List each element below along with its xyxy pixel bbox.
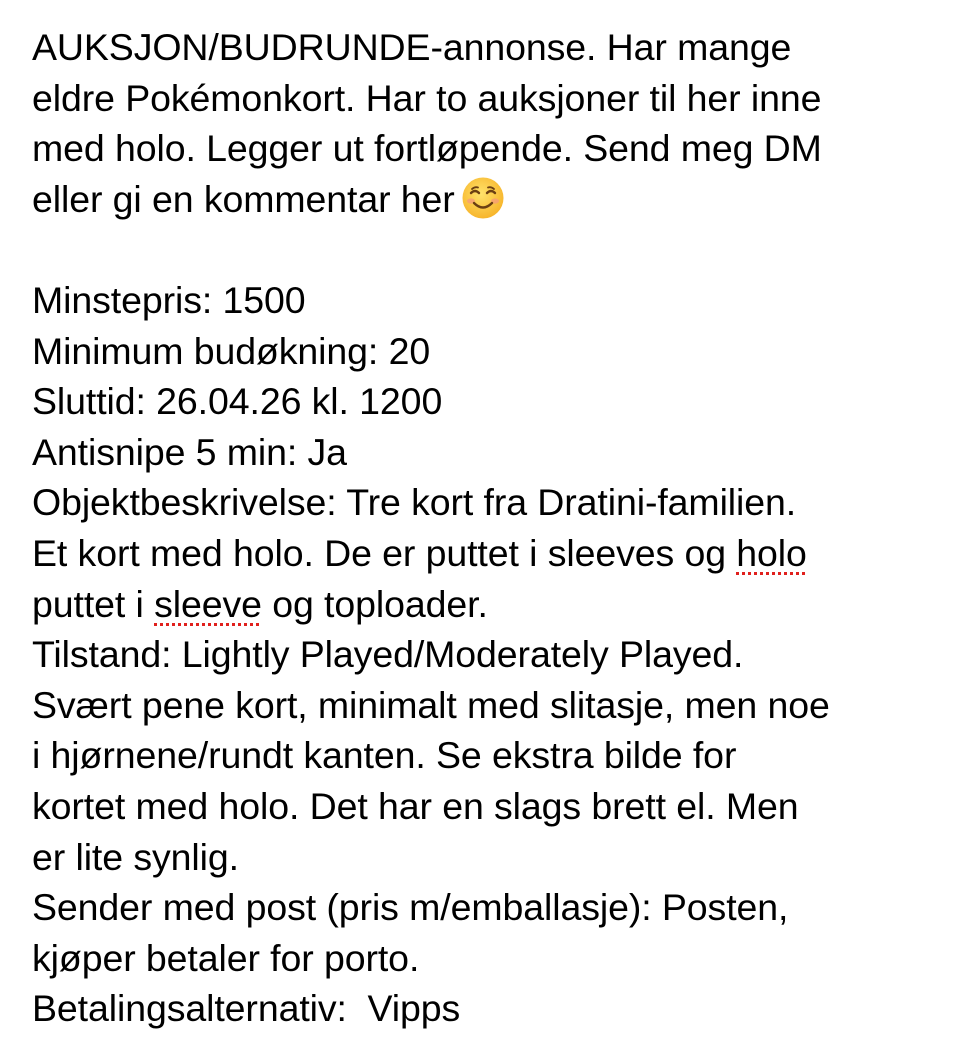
post-text-body[interactable] — [32, 22, 952, 1034]
payment-line: Betalingsalternativ: Vipps — [32, 987, 461, 1030]
intro-line-1: AUKSJON/BUDRUNDE-annonse. Har mange — [32, 26, 792, 68]
condition-line-5: er lite synlig. — [32, 835, 239, 878]
description-line-2-text: Et kort med holo. De er puttet i sleeves og — [32, 531, 737, 574]
spellcheck-word-sleeve[interactable]: sleeve — [154, 582, 262, 625]
blank-line — [32, 224, 952, 275]
shipping-line-1: Sender med post (pris m/emballasje): Posten, — [32, 886, 789, 929]
end-time-line: Sluttid: 26.04.26 kl. 1200 — [32, 380, 443, 423]
intro-line-2: eldre Pokémonkort. Har to auksjoner til her inne — [32, 76, 822, 119]
intro-line-3: med holo. Legger ut fortløpende. Send meg DM — [32, 127, 822, 170]
intro-line-4 — [32, 174, 952, 225]
condition-line-3: i hjørnene/rundt kanten. Se ekstra bilde for — [32, 734, 737, 777]
min-increment-line: Minimum budøkning: 20 — [32, 329, 431, 372]
condition-line-2: Svært pene kort, minimalt med slitasje, men noe — [32, 683, 830, 726]
description-line-2 — [32, 528, 952, 579]
antisnipe-line: Antisnipe 5 min: Ja — [32, 430, 347, 473]
description-line-3-text-end: og toploader. — [261, 582, 488, 625]
intro-line-4-text: eller gi en kommentar her — [32, 177, 455, 220]
condition-line-4: kortet med holo. Det har en slags brett el. Men — [32, 784, 799, 827]
description-line-1: Objektbeskrivelse: Tre kort fra Dratini-familien. — [32, 481, 797, 524]
smiling-face-emoji-icon — [461, 176, 505, 220]
description-line-3-text-start: puttet i — [32, 582, 155, 625]
shipping-line-2: kjøper betaler for porto. — [32, 936, 420, 979]
min-price-line: Minstepris: 1500 — [32, 278, 306, 321]
description-line-3 — [32, 579, 952, 630]
spellcheck-word-holo[interactable]: holo — [736, 531, 807, 574]
condition-line-1: Tilstand: Lightly Played/Moderately Played. — [32, 633, 744, 676]
